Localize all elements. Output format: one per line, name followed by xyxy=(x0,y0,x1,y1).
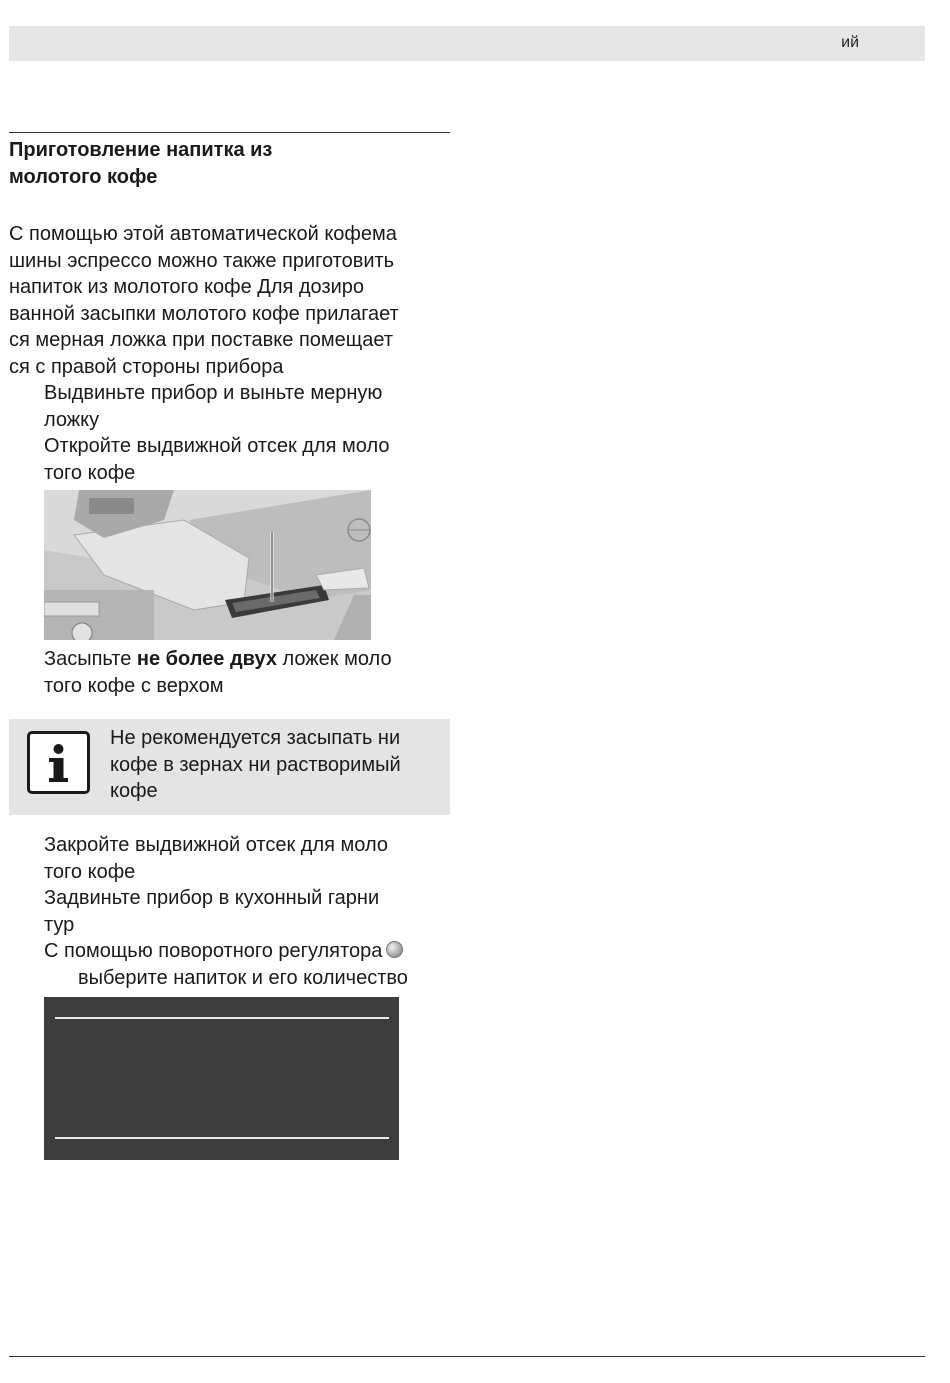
device-display-panel xyxy=(44,997,399,1160)
header-bar xyxy=(9,26,925,61)
section-divider xyxy=(9,132,450,133)
intro-paragraph: С помощью этой автоматической кофема шины эспрессо можно также приготовить напиток из молотого кофе Для дозиро ванной засыпки молотого кофе прилагает ся мерная ложка при поставке помещает ся с правой стороны прибора xyxy=(9,223,399,378)
ground-coffee-compartment-photo xyxy=(44,490,371,640)
step-select-drink-line2: выберите напиток и его количество xyxy=(78,966,408,989)
step-add-coffee xyxy=(44,646,454,699)
display-bottom-line xyxy=(55,1137,389,1139)
step-push-in-device: Задвиньте прибор в кухонный гарни тур xyxy=(44,887,380,936)
language-label: ий xyxy=(841,34,859,51)
step-pull-out-device: Выдвиньте прибор и выньте мерную ложку xyxy=(44,382,383,431)
info-note-text: Не рекомендуется засыпать ни кофе в зернах ни растворимый кофе xyxy=(110,727,401,802)
step-add-coffee-emphasis: не более двух xyxy=(136,648,277,670)
footer-divider xyxy=(9,1356,925,1357)
step-select-drink xyxy=(44,938,464,991)
section-title: Приготовление напитка из молотого кофе xyxy=(9,139,273,188)
info-icon xyxy=(27,731,90,794)
display-top-line xyxy=(55,1017,389,1019)
info-note xyxy=(9,719,450,815)
step-select-drink-line1: С помощью поворотного регулятора xyxy=(44,940,383,962)
step-close-compartment: Закройте выдвижной отсек для моло того кофе xyxy=(44,834,388,883)
step-add-coffee-pre: Засыпьте xyxy=(44,648,137,670)
step-open-compartment: Откройте выдвижной отсек для моло того кофе xyxy=(44,435,390,484)
rotary-knob-icon xyxy=(386,941,403,958)
step-add-coffee-post: ложек моло того кофе с верхом xyxy=(44,648,392,697)
